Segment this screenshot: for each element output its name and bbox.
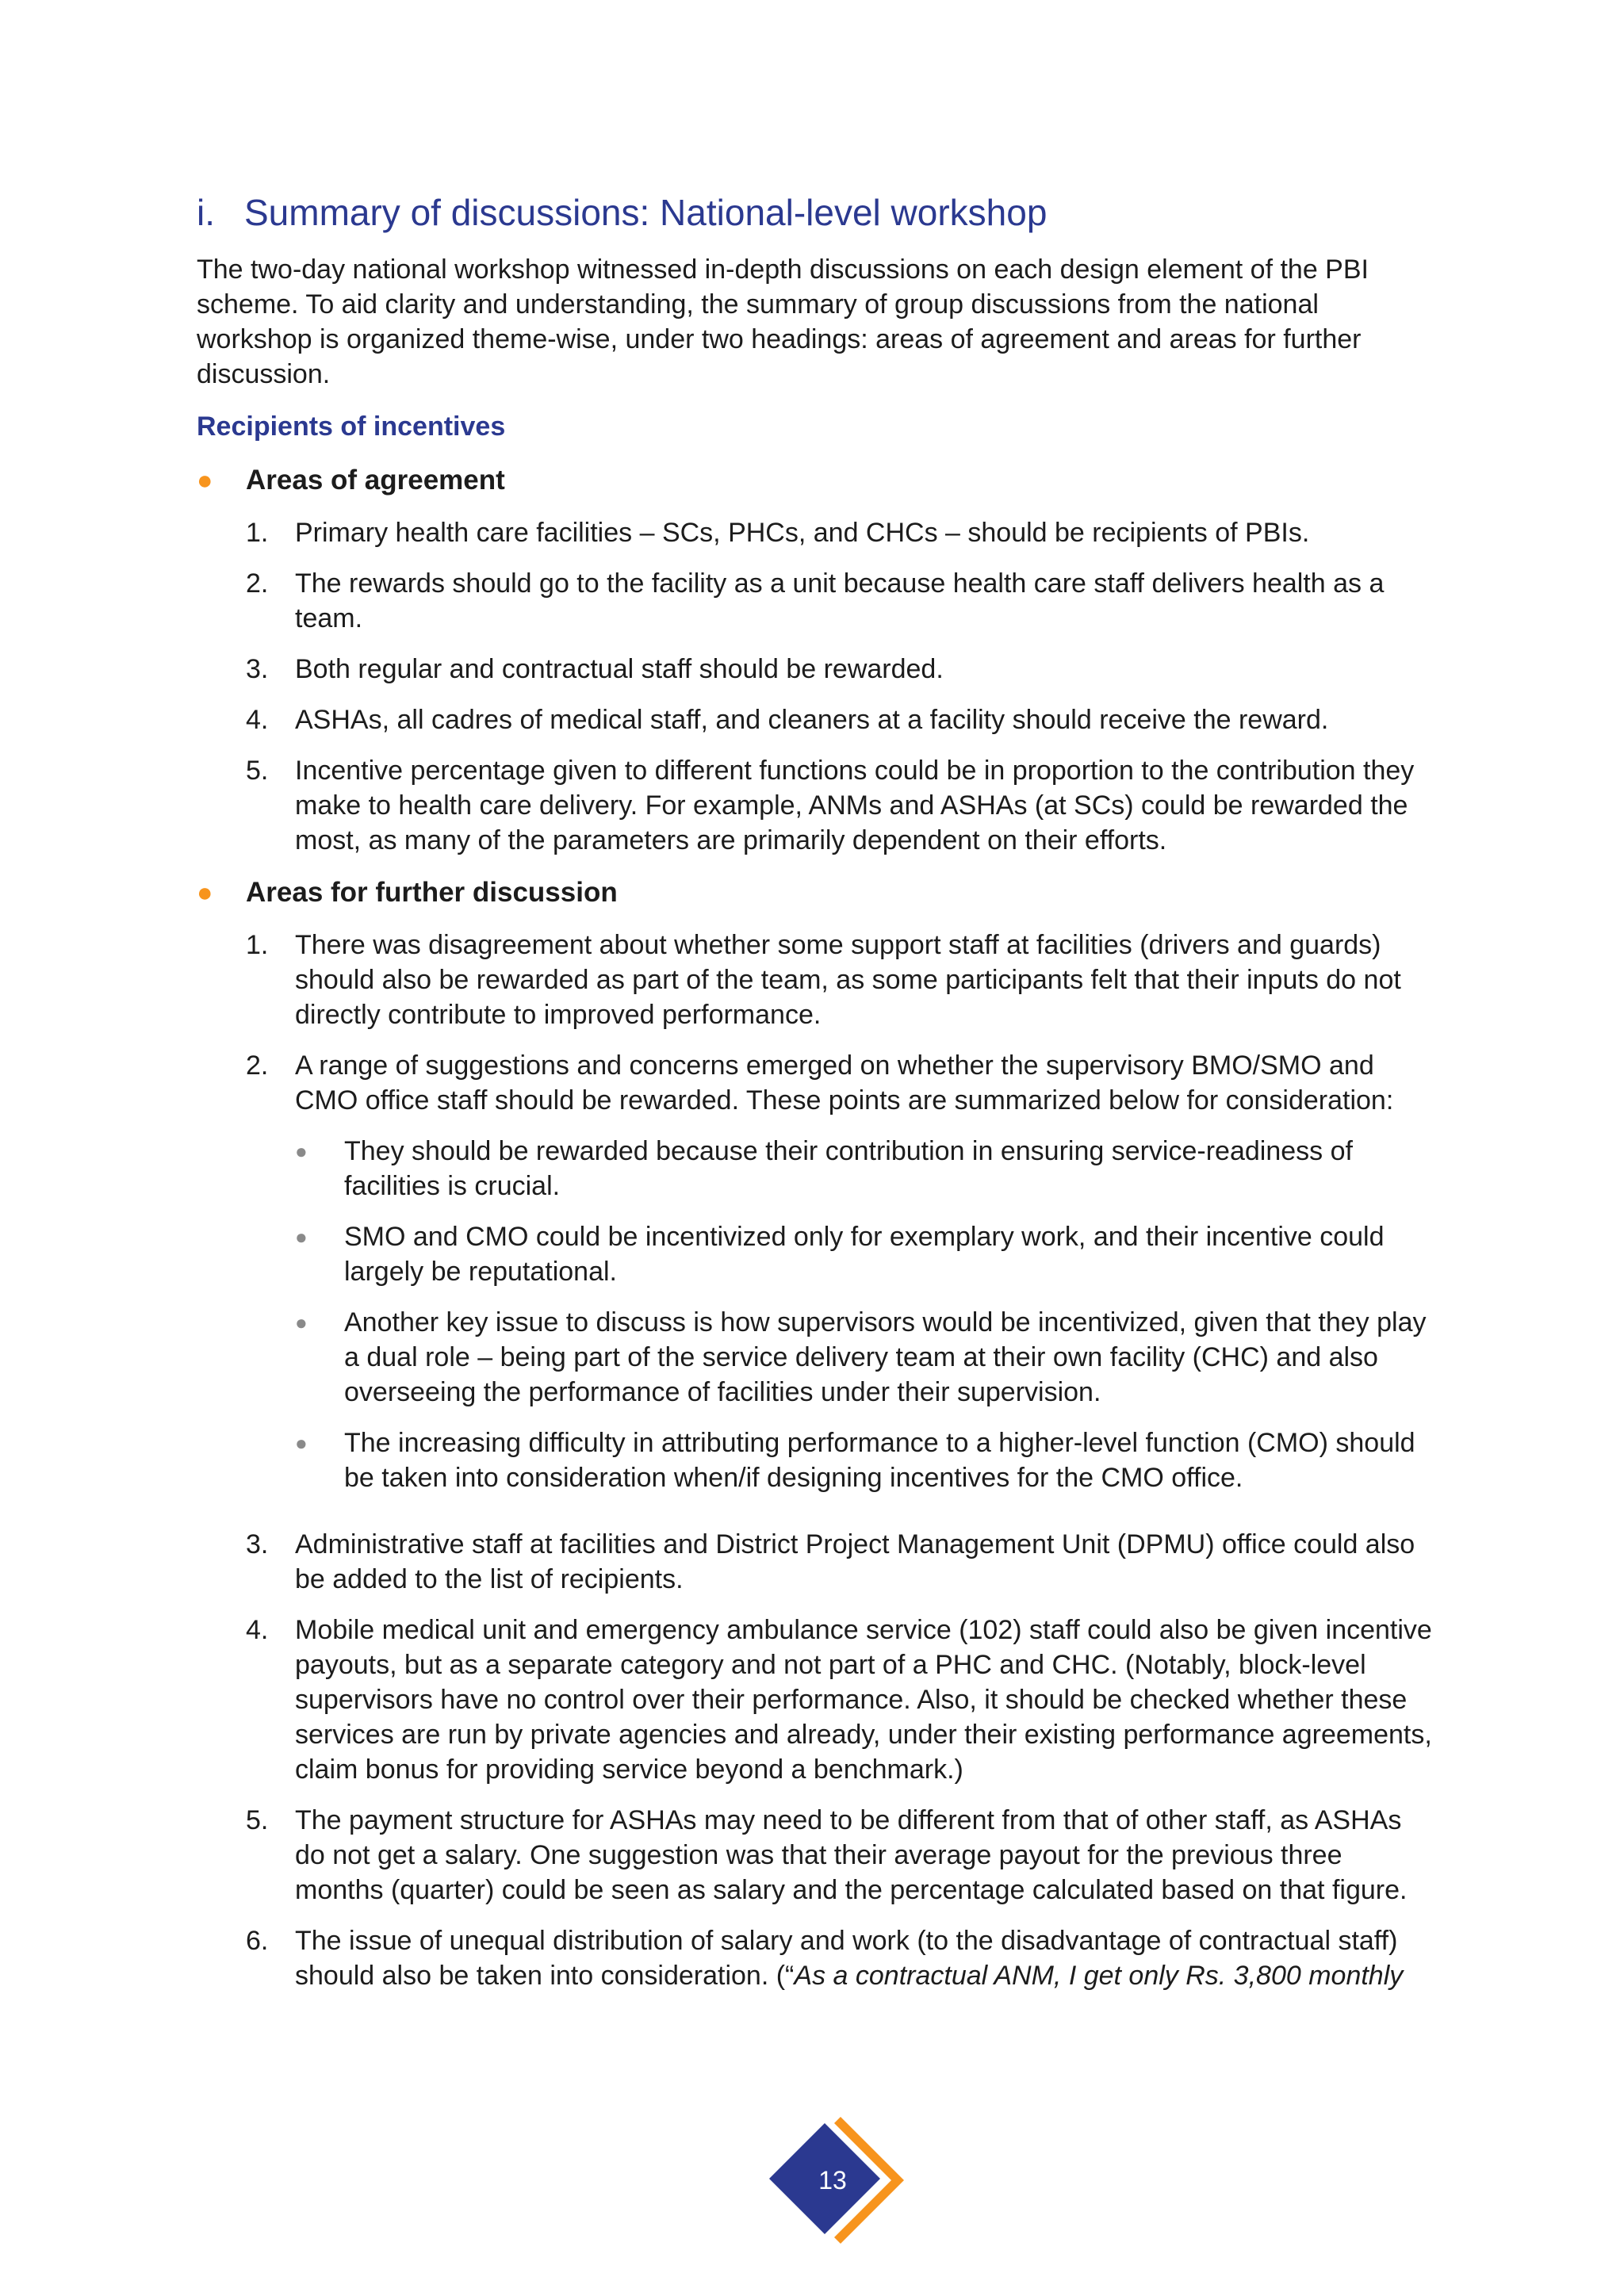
sub-point-text: SMO and CMO could be incentivized only for exemplary work, and their incentive could largely be reputational. (344, 1222, 1385, 1287)
section-heading (197, 190, 1434, 235)
bullet-icon: ● (295, 1225, 308, 1249)
list-item (197, 1048, 1434, 1511)
agreement-heading (197, 463, 1434, 498)
bullet-icon: ● (197, 465, 213, 496)
item-number: 5. (246, 1805, 269, 1835)
list-item (197, 1613, 1434, 1787)
item-text: ASHAs, all cadres of medical staff, and cleaners at a facility should receive the reward. (295, 705, 1329, 735)
sub-point (295, 1425, 1434, 1495)
item-quote: As a contractual ANM, I get only Rs. 3,800 monthly (794, 1961, 1404, 1991)
subheading-recipients: Recipients of incentives (197, 411, 506, 442)
bullet-icon: ● (295, 1311, 308, 1334)
further-list (197, 928, 1434, 1993)
page-content (197, 190, 1434, 2011)
item-text-wrap (295, 1923, 1434, 1993)
agreement-list (197, 515, 1434, 858)
item-number: 4. (246, 705, 269, 735)
list-item (197, 928, 1434, 1032)
item-number: 6. (246, 1926, 269, 1956)
item-text: The payment structure for ASHAs may need to be different from that of other staff, as ASHAs do not get a salary. One suggestion was that their average payout for the previous three months (quarter) could be seen as salary and the percentage calculated based on that figure. (295, 1805, 1408, 1905)
item-text: Mobile medical unit and emergency ambulance service (102) staff could also be given incentive payouts, but as a separate category and not part of a PHC and CHC. (Notably, block-level supervisors have no control over their performance. Also, it should be checked whether these services are run by private agencies and already, under their existing performance agreements, claim bonus for providing service beyond a benchmark.) (295, 1615, 1432, 1785)
page-number: 13 (818, 2165, 847, 2195)
section-number: i. (197, 192, 215, 233)
item-text: The issue of unequal distribution of salary and work (to the disadvantage of contractual staff) should also be taken into consideration. (“ (295, 1926, 1398, 1991)
bullet-icon: ● (295, 1139, 308, 1163)
sub-point-text: The increasing difficulty in attributing performance to a higher-level function (CMO) should be taken into consideration when/if designing incentives for the CMO office. (344, 1428, 1415, 1493)
item-number: 1. (246, 518, 269, 548)
bullet-icon: ● (295, 1431, 308, 1455)
sub-point (295, 1219, 1434, 1289)
further-heading-label: Areas for further discussion (246, 877, 618, 908)
list-item (197, 515, 1434, 550)
item-number: 4. (246, 1615, 269, 1645)
item-text: Primary health care facilities – SCs, PHCs, and CHCs – should be recipients of PBIs. (295, 518, 1310, 548)
item-number: 1. (246, 930, 269, 960)
list-item (197, 753, 1434, 858)
item-text: There was disagreement about whether some support staff at facilities (drivers and guards) should also be rewarded as part of the team, as some participants felt that their inputs do not directly contribute to improved performance. (295, 930, 1401, 1030)
item-body (295, 1048, 1434, 1511)
sub-point-list (295, 1134, 1434, 1495)
sub-point (295, 1305, 1434, 1410)
item-text: Administrative staff at facilities and District Project Management Unit (DPMU) office could also be added to the list of recipients. (295, 1529, 1415, 1594)
page-number-badge (745, 2101, 904, 2260)
sub-point-text: Another key issue to discuss is how supervisors would be incentivized, given that they play a dual role – being part of the service delivery team at their own facility (CHC) and also overseeing the performance of facilities under their supervision. (344, 1307, 1427, 1407)
bullet-icon: ● (197, 878, 213, 908)
intro-paragraph: The two-day national workshop witnessed in-depth discussions on each design element of the PBI scheme. To aid clarity and understanding, the summary of group discussions from the national workshop is organized theme-wise, under two headings: areas of agreement and areas for further discussion. (197, 254, 1369, 389)
item-text: Incentive percentage given to different functions could be in proportion to the contribution they make to health care delivery. For example, ANMs and ASHAs (at SCs) could be rewarded the most, as many of the parameters are primarily dependent on their efforts. (295, 756, 1415, 855)
item-number: 5. (246, 756, 269, 786)
list-item (197, 566, 1434, 636)
item-text: The rewards should go to the facility as a unit because health care staff delivers health as a team. (295, 568, 1385, 633)
item-text: Both regular and contractual staff should be rewarded. (295, 654, 944, 684)
sub-point (295, 1134, 1434, 1203)
agreement-heading-label: Areas of agreement (246, 465, 505, 496)
list-item (197, 1803, 1434, 1908)
section-title: Summary of discussions: National-level workshop (244, 192, 1048, 233)
item-number: 3. (246, 1529, 269, 1559)
sub-point-text: They should be rewarded because their contribution in ensuring service-readiness of facilities is crucial. (344, 1136, 1353, 1201)
list-item (197, 1923, 1434, 1993)
list-item (197, 652, 1434, 687)
list-item (197, 1527, 1434, 1597)
item-number: 2. (246, 1050, 269, 1081)
item-text: A range of suggestions and concerns emerged on whether the supervisory BMO/SMO and CMO office staff should be rewarded. These points are summarized below for consideration: (295, 1050, 1394, 1115)
item-number: 2. (246, 568, 269, 599)
list-item (197, 702, 1434, 737)
item-number: 3. (246, 654, 269, 684)
further-heading (197, 875, 1434, 910)
